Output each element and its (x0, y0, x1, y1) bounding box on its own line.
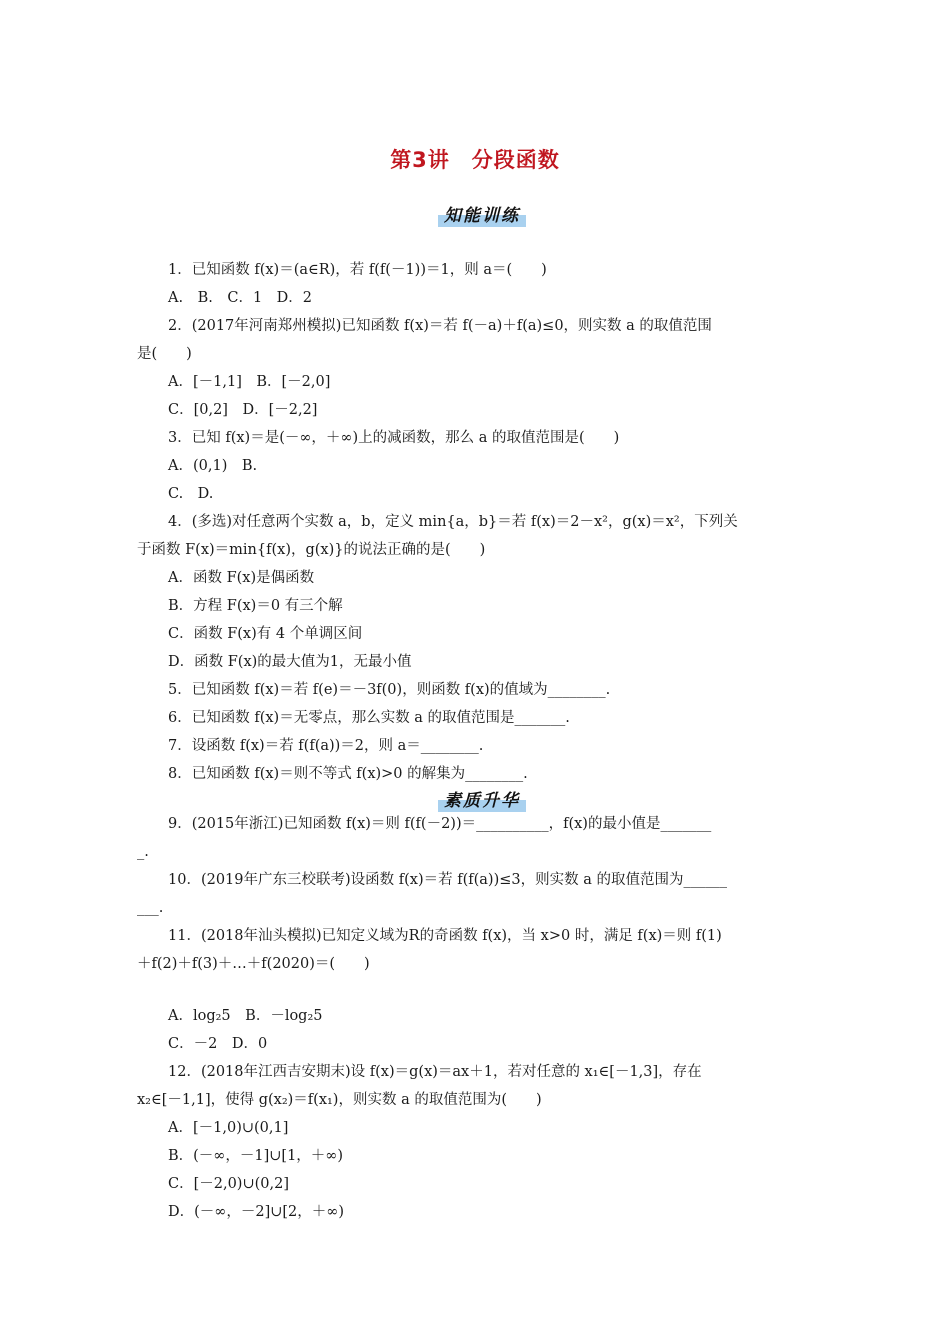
question-12-option-a: A．[－1,0)∪(0,1] (168, 1120, 289, 1136)
question-4-option-b: B．方程 F(x)＝0 有三个解 (168, 598, 343, 614)
question-10: 10．(2019年广东三校联考)设函数 f(x)＝若 f(f(a))≤3，则实数 a 的取值范围为______ (168, 872, 727, 888)
question-11-options-ab: A．log₂5 B．－log₂5 (168, 1008, 323, 1024)
question-2: 2．(2017年河南郑州模拟)已知函数 f(x)＝若 f(－a)＋f(a)≤0，则实数 a 的取值范围 (168, 318, 712, 334)
question-3-options-cd: C. D. (168, 486, 214, 502)
question-12-option-c: C．[－2,0)∪(0,2] (168, 1176, 289, 1192)
question-11: 11．(2018年汕头模拟)已知定义域为R的奇函数 f(x)，当 x>0 时，满足 f(x)＝则 f(1) (168, 928, 722, 944)
question-10-cont: ___. (137, 900, 164, 916)
section-banner-advance: 素质升华 (438, 790, 526, 812)
question-7: 7．设函数 f(x)＝若 f(f(a))＝2，则 a＝________. (168, 738, 484, 754)
question-2-options-cd: C．[0,2] D．[－2,2] (168, 402, 318, 418)
question-3-options-ab: A．(0,1) B. (168, 458, 258, 474)
question-4-option-a: A．函数 F(x)是偶函数 (168, 570, 315, 586)
question-9: 9．(2015年浙江)已知函数 f(x)＝则 f(f(－2))＝__________，f(x)的最小值是_______ (168, 816, 712, 832)
question-9-cont: _. (137, 844, 149, 860)
question-1: 1．已知函数 f(x)＝(a∈R)，若 f(f(－1))＝1，则 a＝( ) (168, 262, 547, 278)
question-11-cont: ＋f(2)＋f(3)＋…＋f(2020)＝( ) (137, 956, 370, 972)
page-title: 第3讲 分段函数 (390, 148, 560, 172)
question-3: 3．已知 f(x)＝是(－∞，＋∞)上的减函数，那么 a 的取值范围是( ) (168, 430, 620, 446)
question-12: 12．(2018年江西吉安期末)设 f(x)＝g(x)＝ax＋1，若对任意的 x₁∈[－1,3]，存在 (168, 1064, 702, 1080)
question-12-option-b: B．(－∞，－1]∪[1，＋∞) (168, 1148, 344, 1164)
question-1-options: A. B. C．1 D．2 (168, 290, 313, 306)
question-12-cont: x₂∈[－1,1]，使得 g(x₂)＝f(x₁)，则实数 a 的取值范围为( ) (137, 1092, 542, 1108)
section-banner-training: 知能训练 (438, 205, 526, 227)
question-8: 8．已知函数 f(x)＝则不等式 f(x)>0 的解集为________. (168, 766, 528, 782)
question-4-option-c: C．函数 F(x)有 4 个单调区间 (168, 626, 363, 642)
question-4-cont: 于函数 F(x)＝min{f(x)，g(x)}的说法正确的是( ) (137, 542, 486, 558)
question-12-option-d: D．(－∞，－2]∪[2，＋∞) (168, 1204, 345, 1220)
question-4-option-d: D．函数 F(x)的最大值为1，无最小值 (168, 654, 412, 670)
question-11-options-cd: C．－2 D．0 (168, 1036, 268, 1052)
question-5: 5．已知函数 f(x)＝若 f(e)＝－3f(0)，则函数 f(x)的值域为________. (168, 682, 611, 698)
question-6: 6．已知函数 f(x)＝无零点，那么实数 a 的取值范围是_______. (168, 710, 570, 726)
question-2-options-ab: A．[－1,1] B．[－2,0] (168, 374, 331, 390)
question-2-cont: 是( ) (137, 346, 192, 362)
question-4: 4．(多选)对任意两个实数 a，b，定义 min{a，b}＝若 f(x)＝2－x²，g(x)＝x²，下列关 (168, 514, 738, 530)
